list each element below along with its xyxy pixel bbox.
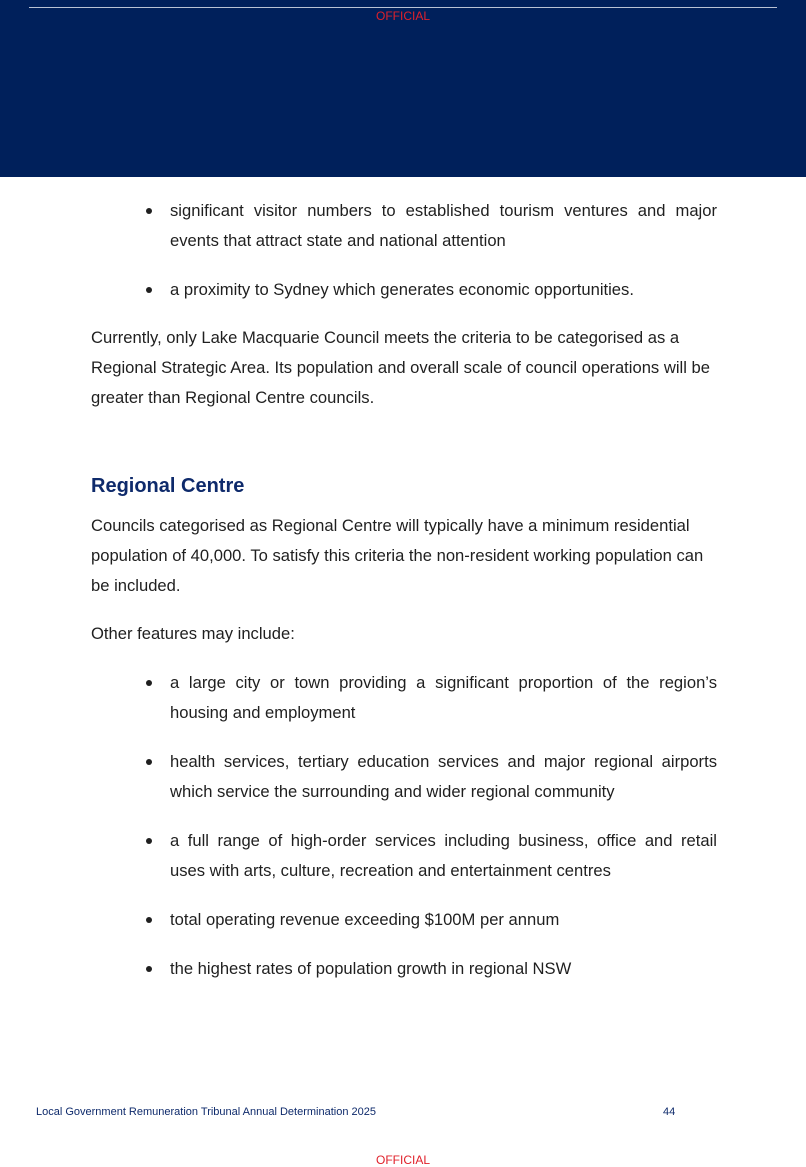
page-body <box>91 196 717 984</box>
list-item <box>170 954 717 984</box>
list-item <box>170 668 717 728</box>
list-item-text: a full range of high-order services including business, office and retail uses with arts, culture, recreation and entertainment centres <box>170 831 717 880</box>
list-item-text: total operating revenue exceeding $100M per annum <box>170 910 560 929</box>
paragraph-other-features: Other features may include: <box>91 624 295 643</box>
list-item <box>170 196 717 256</box>
footer-document-title: Local Government Remuneration Tribunal Annual Determination 2025 <box>36 1106 376 1118</box>
classification-top: OFFICIAL <box>375 9 430 23</box>
bullet-icon <box>146 759 152 765</box>
bullet-list-top <box>91 196 717 305</box>
list-item-text: a proximity to Sydney which generates economic opportunities. <box>170 280 634 299</box>
paragraph-regional-centre: Councils categorised as Regional Centre will typically have a minimum residential population of 40,000. To satisfy this criteria the non-resident working population can be included. <box>91 516 704 595</box>
bullet-icon <box>146 287 152 293</box>
bullet-icon <box>146 917 152 923</box>
header-rule <box>29 7 777 8</box>
bullet-icon <box>146 208 152 214</box>
bullet-icon <box>146 680 152 686</box>
paragraph-regional-strategic-area: Currently, only Lake Macquarie Council meets the criteria to be categorised as a Regional Strategic Area. Its population and overall scale of council operations will be greater than Regional Centre councils. <box>91 328 710 407</box>
list-item-text: a large city or town providing a significant proportion of the region’s housing and employment <box>170 673 717 722</box>
page-number: 44 <box>663 1106 676 1118</box>
list-item <box>170 826 717 886</box>
bullet-list-features <box>91 668 717 984</box>
classification-bottom: OFFICIAL <box>375 1153 430 1167</box>
list-item <box>170 275 717 305</box>
header-banner <box>0 0 806 177</box>
list-item <box>170 747 717 807</box>
bullet-icon <box>146 966 152 972</box>
list-item-text: health services, tertiary education services and major regional airports which service the surrounding and wider regional community <box>170 752 717 801</box>
list-item <box>170 905 717 935</box>
section-heading-regional-centre: Regional Centre <box>91 475 245 497</box>
list-item-text: the highest rates of population growth in regional NSW <box>170 959 572 978</box>
list-item-text: significant visitor numbers to established tourism ventures and major events that attract state and national attention <box>170 201 717 250</box>
bullet-icon <box>146 838 152 844</box>
